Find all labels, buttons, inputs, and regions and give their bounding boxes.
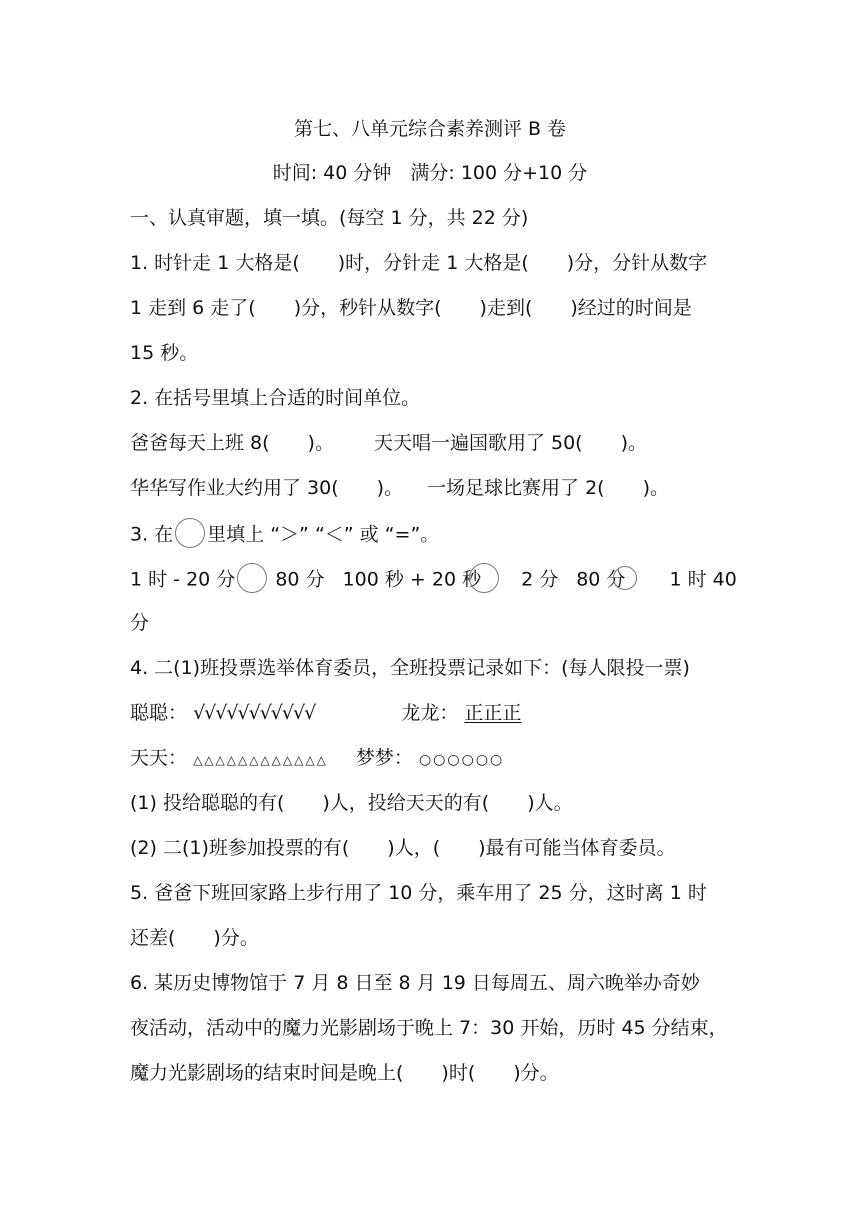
q2-item-a: 爸爸每天上班 8( )。: [130, 432, 334, 454]
q3-expr-1-left: 1 时 - 20 分: [130, 568, 236, 591]
q6-line-3: 魔力光影剧场的结束时间是晚上( )时( )分。: [130, 1062, 559, 1084]
tally-label-mengmeng: 梦梦：: [355, 747, 413, 769]
q3-expr-3-left: 80 分: [576, 568, 626, 591]
q4-sub-1: (1) 投给聪聪的有( )人，投给天天的有( )人。: [130, 792, 573, 814]
q2-item-c: 华华写作业大约用了 30( )。: [130, 477, 404, 499]
q3-expr-1-right: 80 分: [275, 568, 325, 591]
tally-marks-congcong: √√√√√√√√√√√: [193, 702, 316, 724]
q3-expr-2-left: 100 秒 + 20 秒: [342, 568, 482, 591]
q4-sub-2: (2) 二(1)班参加投票的有( )人，( )最有可能当体育委员。: [130, 837, 676, 859]
answer-circle-1[interactable]: [237, 563, 267, 593]
tally-marks-longlong: 正正正: [464, 702, 522, 724]
q1-line-1: 1. 时针走 1 大格是( )时，分针走 1 大格是( )分，分针从数字: [130, 252, 708, 274]
q3-expressions: [130, 565, 750, 595]
tally-label-longlong: 龙龙：: [401, 702, 459, 724]
tally-label-congcong: 聪聪：: [130, 702, 188, 724]
q3-expr-3-right: 1 时 40: [669, 568, 737, 591]
q4-tally-row-1: [130, 700, 750, 726]
tally-marks-tiantian: △△△△△△△△△△△△: [193, 753, 328, 767]
section-heading: 一、认真审题，填一填。(每空 1 分，共 22 分): [130, 207, 529, 229]
tally-label-tiantian: 天天：: [130, 747, 188, 769]
q2-item-d: 一场足球比赛用了 2( )。: [427, 477, 670, 499]
q6-line-2: 夜活动，活动中的魔力光影剧场于晚上 7：30 开始，历时 45 分结束，: [130, 1017, 728, 1039]
answer-circle-2[interactable]: [469, 563, 499, 593]
compare-circle-icon: [175, 518, 205, 548]
q2-stem: 2. 在括号里填上合适的时间单位。: [130, 387, 421, 409]
q2-row-2: [130, 475, 750, 501]
q2-row-1: [130, 430, 750, 456]
q6-line-1: 6. 某历史博物馆于 7 月 8 日至 8 月 19 日每周五、周六晚举办奇妙: [130, 972, 700, 994]
tally-marks-mengmeng: ○○○○○○: [418, 752, 505, 768]
answer-circle-3[interactable]: [613, 566, 637, 590]
exam-meta: 时间: 40 分钟 满分: 100 分+10 分: [272, 162, 588, 184]
q1-line-3: 15 秒。: [130, 342, 199, 364]
q3-tail: 分: [130, 612, 150, 634]
q5-line-1: 5. 爸爸下班回家路上步行用了 10 分，乘车用了 25 分，这时离 1 时: [130, 882, 707, 904]
q5-line-2: 还差( )分。: [130, 927, 259, 949]
q3-expr-2-right: 2 分: [521, 568, 559, 591]
q2-item-b: 天天唱一遍国歌用了 50( )。: [373, 432, 648, 454]
q1-line-2: 1 走到 6 走了( )分，秒针从数字( )走到( )经过的时间是: [130, 297, 692, 319]
exam-title: 第七、八单元综合素养测评 B 卷: [293, 118, 567, 140]
q4-tally-row-2: [130, 745, 750, 773]
q4-stem: 4. 二(1)班投票选举体育委员，全班投票记录如下：(每人限投一票): [130, 657, 690, 679]
q3-stem: 3. 在 里填上 “＞” “＜” 或 “=”。: [130, 520, 750, 550]
